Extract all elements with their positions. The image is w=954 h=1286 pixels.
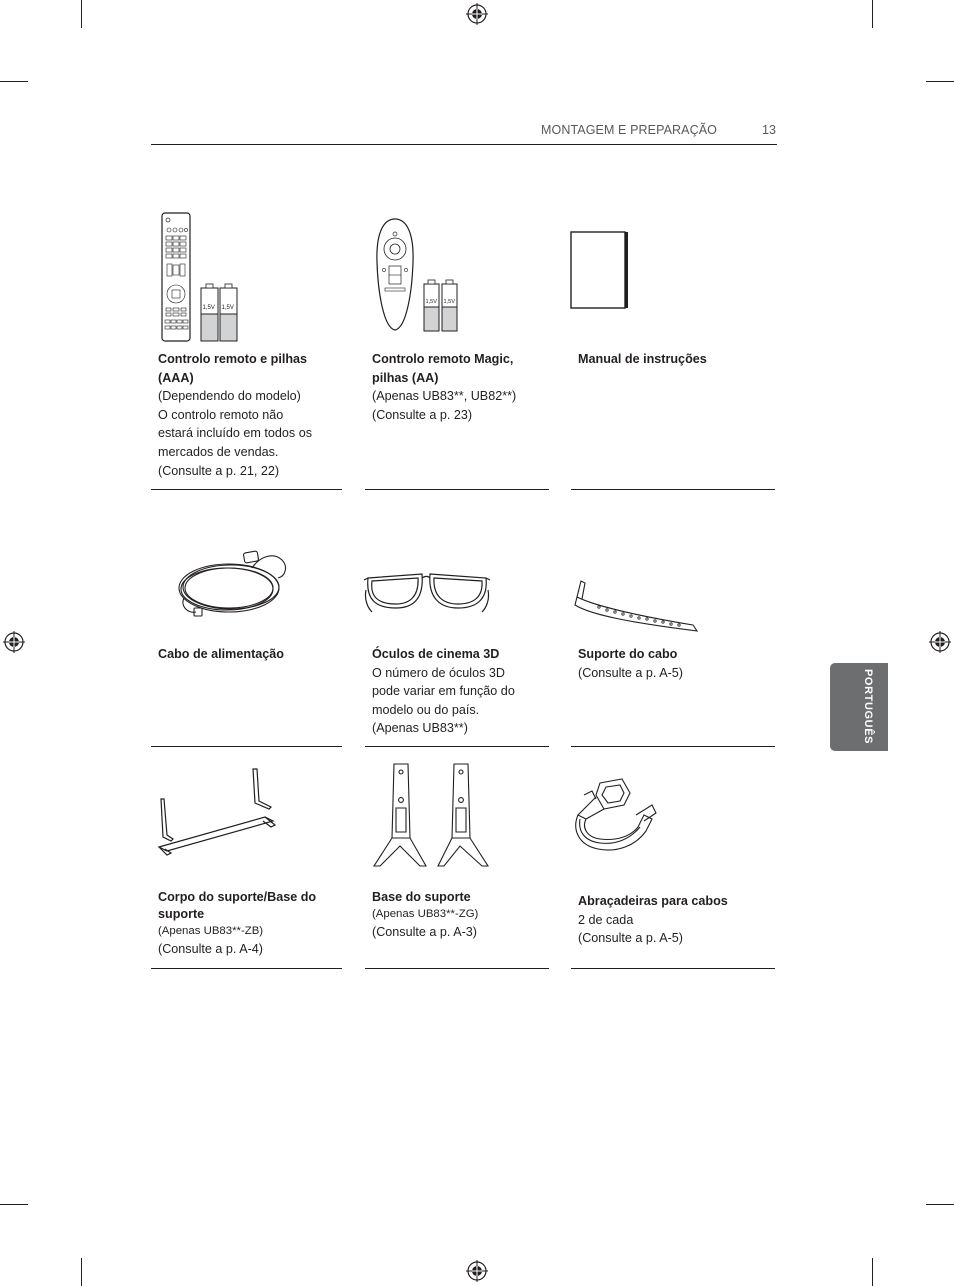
item-description: (Consulte a p. 23) [372,407,473,422]
manual-illustration [570,231,630,311]
item-cable-holder [578,645,774,682]
battery-label: 1,5V [425,299,438,305]
item-title: Controlo remoto Magic, [372,352,514,366]
remote-control-illustration [160,212,240,344]
item-description: O controlo remoto não [158,407,284,422]
item-divider [365,968,549,969]
crop-mark [926,81,954,82]
crop-mark [81,0,82,28]
battery-label: 1,5V [443,299,456,305]
item-description: pode variar em função do [372,684,515,699]
item-divider [571,746,775,747]
item-title: Abraçadeiras para cabos [578,894,728,908]
cable-ties-illustration [570,775,662,857]
item-divider [571,489,775,490]
registration-mark-icon [466,3,488,25]
item-divider [571,968,775,969]
item-description: (Apenas UB83**, UB82**) [372,389,517,404]
battery-label: 1,5V [202,305,215,311]
item-title: Base do suporte [372,890,471,904]
magic-remote-illustration [376,218,460,334]
header-divider [151,144,777,145]
language-tab-label: PORTUGUÊS [862,669,874,745]
item-description: (Consulte a p. A-5) [578,931,683,946]
item-model-note: (Apenas UB83**-ZB) [158,925,264,937]
item-model-note: (Apenas UB83**-ZG) [372,908,479,920]
item-description: mercados de vendas. [158,444,279,459]
registration-mark-icon [466,1260,488,1282]
item-title: Manual de instruções [578,352,707,366]
item-remote-control [158,350,340,480]
power-cable-illustration [174,550,292,622]
registration-mark-icon [929,631,951,653]
item-description: estará incluído em todos os [158,426,313,441]
item-divider [151,746,342,747]
item-description: (Consulte a p. A-5) [578,665,683,680]
registration-mark-icon [3,631,25,653]
item-description: (Apenas UB83**) [372,721,468,736]
crop-mark [81,1258,82,1286]
item-title: Suporte do cabo [578,647,678,661]
item-description: (Consulte a p. A-3) [372,925,477,939]
item-description: (Consulte a p. A-4) [158,942,263,956]
item-power-cable [158,645,340,664]
item-description: modelo ou do país. [372,702,480,717]
item-stand-base [372,889,548,942]
item-title: Controlo remoto e pilhas [158,352,308,366]
item-divider [151,489,342,490]
cable-holder-illustration [573,577,703,637]
page-number: 13 [762,123,776,137]
crop-mark [872,1258,873,1286]
crop-mark [0,81,28,82]
item-title: Cabo de alimentação [158,647,284,661]
item-description: (Dependendo do modelo) [158,389,301,404]
stand-base-illustration [370,762,494,870]
item-manual [578,350,774,369]
item-cable-ties [578,892,774,948]
crop-mark [872,0,873,28]
item-divider [151,968,342,969]
item-divider [365,746,549,747]
item-title: (AAA) [158,370,194,385]
item-title: suporte [158,907,205,921]
item-magic-remote [372,350,548,424]
item-title: Corpo do suporte/Base do [158,890,317,904]
item-divider [365,489,549,490]
item-description: O número de óculos 3D [372,665,506,680]
item-title: Óculos de cinema 3D [372,647,500,661]
section-title: MONTAGEM E PREPARAÇÃO [541,123,717,137]
crop-mark [0,1204,28,1205]
item-description: 2 de cada [578,912,634,927]
item-stand-body [158,889,340,959]
item-description: (Consulte a p. 21, 22) [158,463,280,478]
stand-body-illustration [155,765,285,857]
3d-glasses-illustration [362,568,492,616]
battery-label: 1,5V [221,305,234,311]
item-title: pilhas (AA) [372,370,439,385]
item-3d-glasses [372,645,548,738]
language-tab [830,663,888,751]
crop-mark [926,1204,954,1205]
